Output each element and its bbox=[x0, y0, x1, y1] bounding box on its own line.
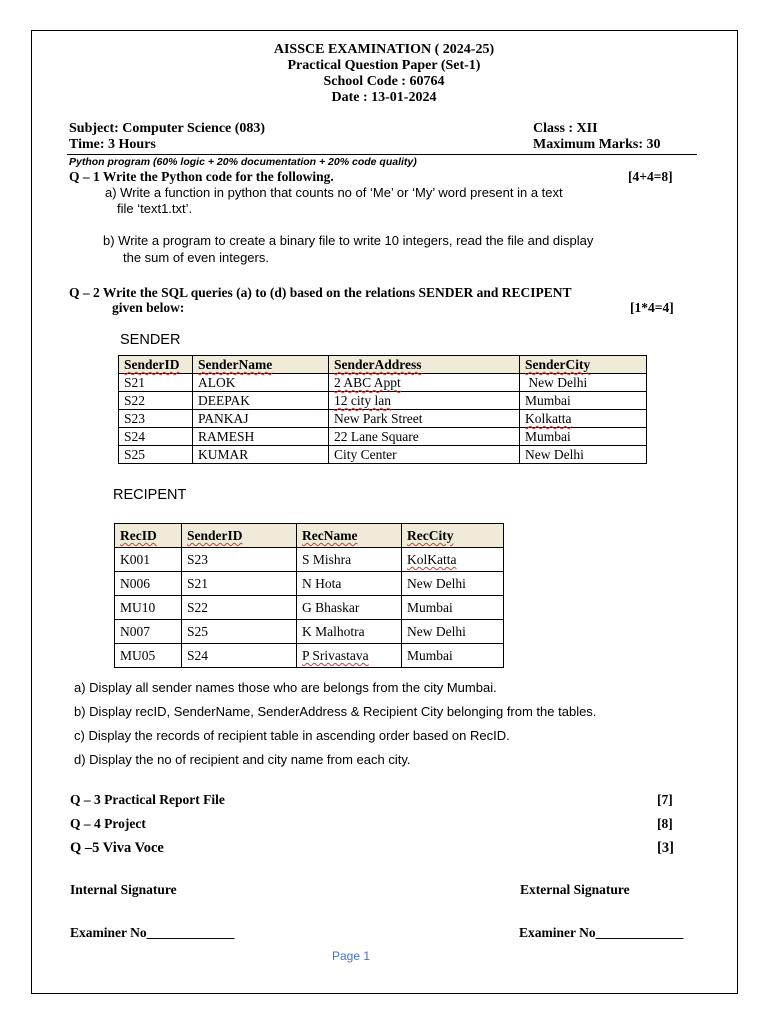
q3-title: Q – 3 Practical Report File bbox=[70, 792, 225, 807]
table-header-cell: RecName bbox=[297, 524, 402, 548]
table-cell: S25 bbox=[119, 446, 193, 464]
table-cell: G Bhaskar bbox=[297, 596, 402, 620]
table-cell: RAMESH bbox=[193, 428, 329, 446]
table-cell: S21 bbox=[182, 572, 297, 596]
table-header-row bbox=[119, 356, 647, 374]
table-cell: New Delhi bbox=[402, 620, 504, 644]
q1-part-b-line1: b) Write a program to create a binary file to write 10 integers, read the file and display bbox=[103, 233, 594, 248]
table-cell: KolKatta bbox=[402, 548, 504, 572]
table-cell: Mumbai bbox=[402, 596, 504, 620]
examiner-no-right: Examiner No_____________ bbox=[519, 925, 684, 940]
table-cell: P Srivastava bbox=[297, 644, 402, 668]
examiner-no-left: Examiner No_____________ bbox=[70, 925, 235, 940]
table-cell: New Park Street bbox=[329, 410, 520, 428]
q5-marks: [3] bbox=[657, 840, 674, 856]
table-row bbox=[115, 572, 504, 596]
class-label: Class : XII bbox=[533, 121, 598, 136]
subject-label: Subject: Computer Science (083) bbox=[69, 121, 266, 136]
q2-title-line1: Q – 2 Write the SQL queries (a) to (d) based on the relations SENDER and RECIPENT bbox=[69, 285, 572, 300]
table-row bbox=[115, 620, 504, 644]
table-cell: N Hota bbox=[297, 572, 402, 596]
exam-date: Date : 13-01-2024 bbox=[331, 90, 437, 105]
school-code: School Code : 60764 bbox=[323, 74, 445, 89]
q1-part-a-line1: a) Write a function in python that counts no of ‘Me’ or ‘My’ word present in a text bbox=[105, 185, 563, 200]
recipient-table bbox=[114, 523, 504, 668]
q2-marks: [1*4=4] bbox=[630, 300, 674, 315]
table-cell: City Center bbox=[329, 446, 520, 464]
table-header-cell: SenderCity bbox=[520, 356, 647, 374]
table-cell: PANKAJ bbox=[193, 410, 329, 428]
q5-title: Q –5 Viva Voce bbox=[70, 840, 164, 856]
table-header-cell: SenderID bbox=[119, 356, 193, 374]
table-row bbox=[119, 392, 647, 410]
table-cell: S25 bbox=[182, 620, 297, 644]
table-cell: K001 bbox=[115, 548, 182, 572]
table-header-cell: RecCity bbox=[402, 524, 504, 548]
table-cell: DEEPAK bbox=[193, 392, 329, 410]
q2-part-c: c) Display the records of recipient table in ascending order based on RecID. bbox=[74, 728, 510, 743]
table-cell: 22 Lane Square bbox=[329, 428, 520, 446]
table-cell: Mumbai bbox=[402, 644, 504, 668]
table-cell: S Mishra bbox=[297, 548, 402, 572]
table-cell: S24 bbox=[182, 644, 297, 668]
table-cell: Mumbai bbox=[520, 392, 647, 410]
table-cell: S22 bbox=[182, 596, 297, 620]
table-row bbox=[115, 596, 504, 620]
q2-part-d: d) Display the no of recipient and city name from each city. bbox=[74, 752, 411, 767]
table-cell: ALOK bbox=[193, 374, 329, 392]
table-cell: N007 bbox=[115, 620, 182, 644]
table-cell: New Delhi bbox=[520, 446, 647, 464]
q1-part-b-line2: the sum of even integers. bbox=[123, 250, 269, 265]
table-cell: S21 bbox=[119, 374, 193, 392]
q2-part-a: a) Display all sender names those who are belongs from the city Mumbai. bbox=[74, 680, 497, 695]
evaluation-note: Python program (60% logic + 20% documentation + 20% code quality) bbox=[69, 156, 417, 168]
table-cell: K Malhotra bbox=[297, 620, 402, 644]
internal-signature: Internal Signature bbox=[70, 882, 177, 897]
table-row bbox=[119, 446, 647, 464]
table-cell: New Delhi bbox=[402, 572, 504, 596]
time-label: Time: 3 Hours bbox=[69, 137, 156, 152]
table-cell: S23 bbox=[119, 410, 193, 428]
table-cell: Mumbai bbox=[520, 428, 647, 446]
q2-part-b: b) Display recID, SenderName, SenderAddress & Recipient City belonging from the tables. bbox=[74, 704, 597, 719]
q2-title-line2: given below: bbox=[112, 300, 185, 315]
external-signature: External Signature bbox=[520, 882, 630, 897]
table-header-cell: SenderName bbox=[193, 356, 329, 374]
exam-title: AISSCE EXAMINATION ( 2024-25) bbox=[273, 42, 495, 57]
table-header-cell: RecID bbox=[115, 524, 182, 548]
recipient-caption: RECIPENT bbox=[113, 487, 187, 503]
table-header-cell: SenderID bbox=[182, 524, 297, 548]
table-header-row bbox=[115, 524, 504, 548]
table-row bbox=[115, 644, 504, 668]
table-cell: S24 bbox=[119, 428, 193, 446]
q1-marks: [4+4=8] bbox=[628, 169, 673, 184]
table-row bbox=[119, 374, 647, 392]
table-cell: MU10 bbox=[115, 596, 182, 620]
page-number: Page 1 bbox=[332, 949, 371, 963]
table-cell: S22 bbox=[119, 392, 193, 410]
sender-table bbox=[118, 355, 647, 464]
table-header-cell: SenderAddress bbox=[329, 356, 520, 374]
q1-part-a-line2: file ‘text1.txt’. bbox=[117, 201, 193, 216]
table-row bbox=[119, 410, 647, 428]
table-cell: KUMAR bbox=[193, 446, 329, 464]
table-cell: S23 bbox=[182, 548, 297, 572]
table-cell: New Delhi bbox=[520, 374, 647, 392]
q4-marks: [8] bbox=[657, 816, 673, 831]
table-row bbox=[119, 428, 647, 446]
table-row bbox=[115, 548, 504, 572]
table-cell: Kolkatta bbox=[520, 410, 647, 428]
paper-title: Practical Question Paper (Set-1) bbox=[287, 58, 481, 73]
table-cell: 2 ABC Appt bbox=[329, 374, 520, 392]
q4-title: Q – 4 Project bbox=[70, 816, 146, 831]
table-cell: MU05 bbox=[115, 644, 182, 668]
table-cell: N006 bbox=[115, 572, 182, 596]
max-marks-label: Maximum Marks: 30 bbox=[533, 137, 661, 152]
sender-caption: SENDER bbox=[120, 332, 181, 348]
q1-title: Q – 1 Write the Python code for the following. bbox=[69, 169, 334, 184]
table-cell: 12 city lan bbox=[329, 392, 520, 410]
q3-marks: [7] bbox=[657, 792, 673, 807]
divider bbox=[67, 154, 697, 155]
